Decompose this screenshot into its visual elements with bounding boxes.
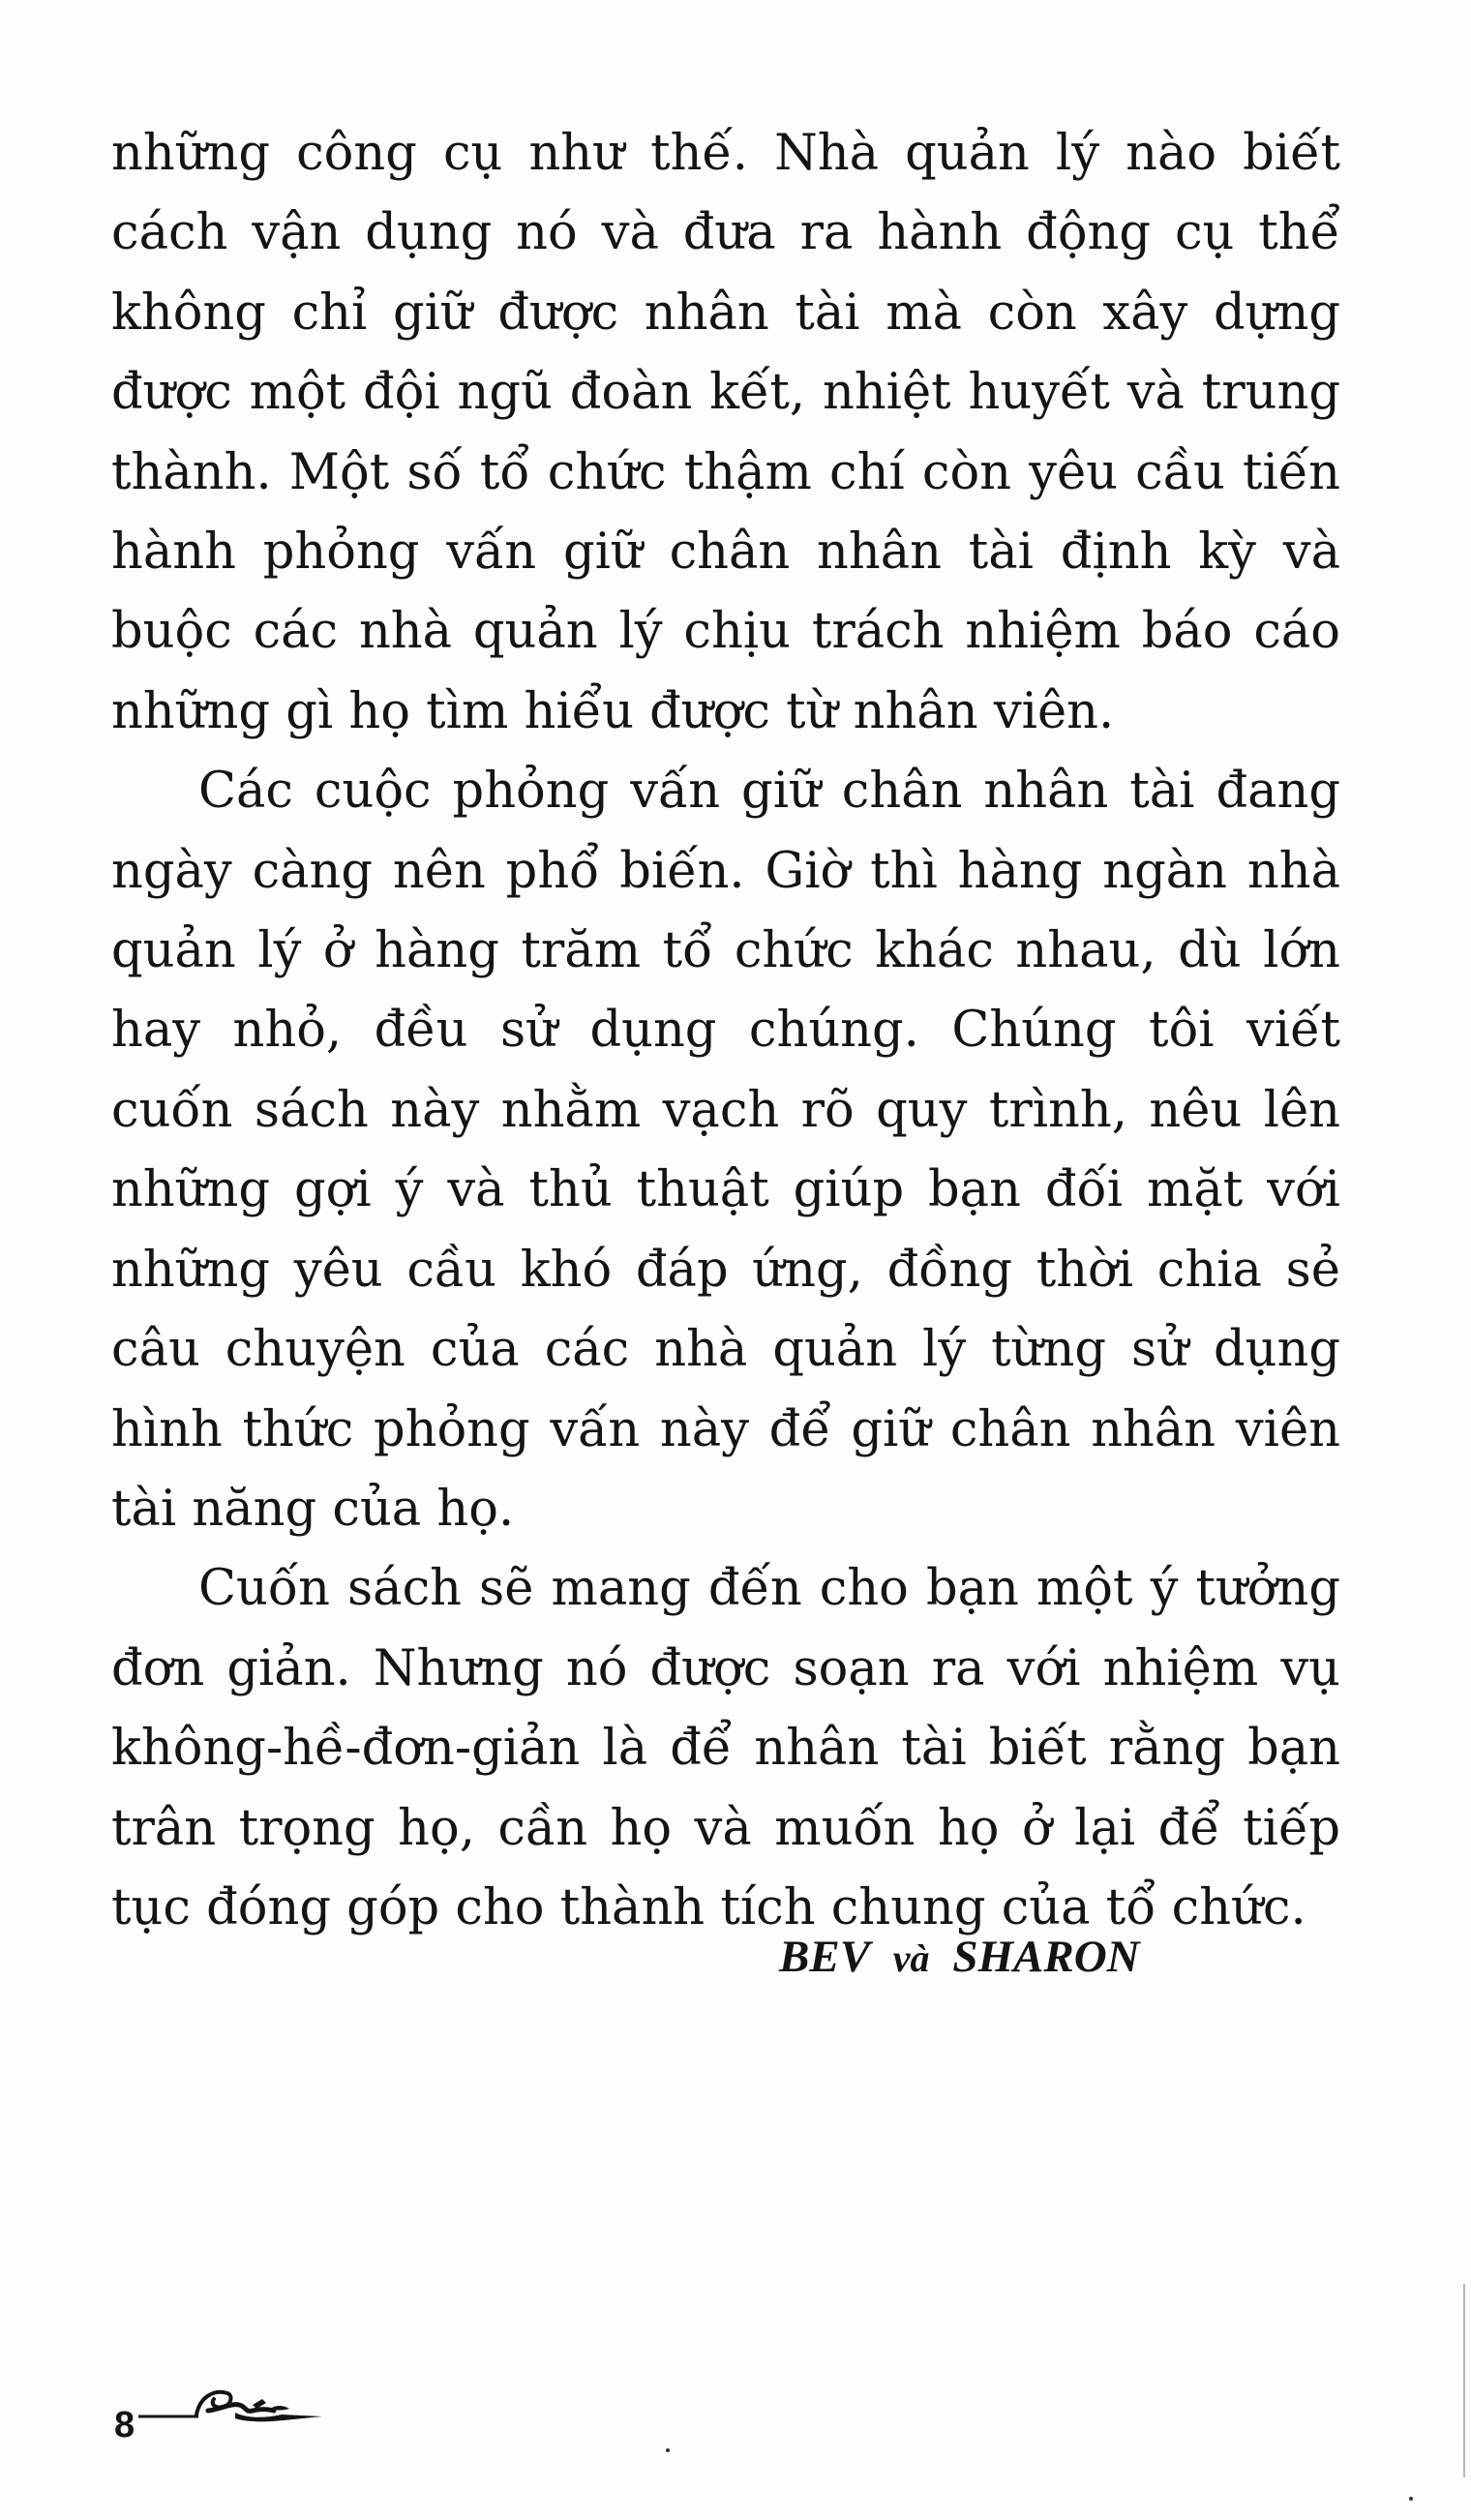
body-text <box>111 114 1340 1948</box>
page-footer <box>114 2376 332 2444</box>
author-signature <box>779 1931 1140 1983</box>
scan-speck <box>1409 2497 1413 2501</box>
author-name-2: SHARON <box>952 1932 1140 1982</box>
scan-edge <box>1463 2284 1465 2477</box>
paragraph-3: Cuốn sách sẽ mang đến cho bạn một ý tưởng đơn giản. Nhưng nó được soạn ra với nhiệm vụ không-hề-đơn-giản là để nhân tài biết rằng bạn trân trọng họ, cần họ và muốn họ ở lại để tiếp tục đóng góp cho thành tích chung của tổ chức. <box>111 1560 1340 1936</box>
hand-writing-ornament-icon <box>138 2376 332 2444</box>
paragraph-2: Các cuộc phỏng vấn giữ chân nhân tài đang ngày càng nên phổ biến. Giờ thì hàng ngàn nhà quản lý ở hàng trăm tổ chức khác nhau, dù lớn hay nhỏ, đều sử dụng chúng. Chúng tôi viết cuốn sách này nhằm vạch rõ quy trình, nêu lên những gợi ý và thủ thuật giúp bạn đối mặt với những yêu cầu khó đáp ứng, đồng thời chia sẻ câu chuyện của các nhà quản lý từng sử dụng hình thức phỏng vấn này để giữ chân nhân viên tài năng của họ. <box>111 763 1340 1538</box>
page-number: 8 <box>114 2405 135 2445</box>
scan-speck <box>666 2448 670 2452</box>
author-conjunction: và <box>892 1936 930 1980</box>
paragraph-1: những công cụ như thế. Nhà quản lý nào biết cách vận dụng nó và đưa ra hành động cụ thể không chỉ giữ được nhân tài mà còn xây dựng được một đội ngũ đoàn kết, nhiệt huyết và trung thành. Một số tổ chức thậm chí còn yêu cầu tiến hành phỏng vấn giữ chân nhân tài định kỳ và buộc các nhà quản lý chịu trách nhiệm báo cáo những gì họ tìm hiểu được từ nhân viên. <box>111 125 1340 740</box>
author-name-1: BEV <box>779 1932 871 1982</box>
